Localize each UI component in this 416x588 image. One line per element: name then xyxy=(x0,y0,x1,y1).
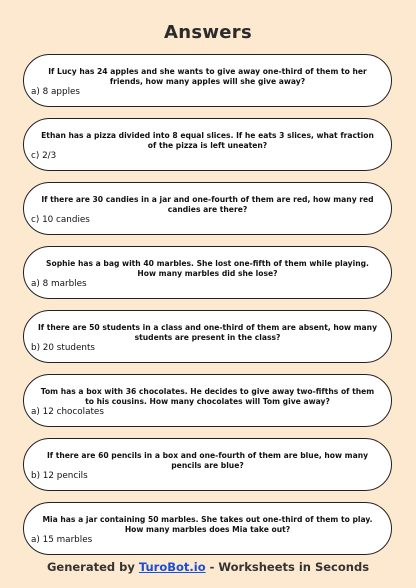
answer-card xyxy=(23,118,392,171)
answer-list xyxy=(23,54,392,566)
footer-suffix: - Worksheets in Seconds xyxy=(205,560,370,574)
page-title: Answers xyxy=(164,22,252,43)
question-text: If Lucy has 24 apples and she wants to give away one-third of them to her friends, how many apples will she give away? xyxy=(48,67,367,86)
question-text: Sophie has a bag with 40 marbles. She lost one-fifth of them while playing. How many marbles did she lose? xyxy=(46,259,369,278)
answer-card xyxy=(23,502,392,555)
answer-card xyxy=(23,374,392,427)
question-text: If there are 50 students in a class and one-third of them are absent, how many students are present in the class? xyxy=(37,323,378,342)
answer-text: a) 8 marbles xyxy=(31,279,87,289)
answer-text: c) 2/3 xyxy=(31,151,57,161)
answer-text: a) 8 apples xyxy=(31,87,81,97)
answer-text: a) 12 chocolates xyxy=(31,407,104,417)
footer xyxy=(0,560,416,574)
answer-card xyxy=(23,54,392,107)
turobot-link[interactable]: TuroBot.io xyxy=(138,560,206,574)
answer-text: b) 12 pencils xyxy=(31,471,88,481)
question-text: Mia has a jar containing 50 marbles. She takes out one-third of them to play. How many marbles does Mia take out? xyxy=(42,515,373,534)
answer-card xyxy=(23,438,392,491)
answer-card xyxy=(23,246,392,299)
footer-prefix: Generated by xyxy=(46,560,139,574)
answer-card xyxy=(23,310,392,363)
question-text: Tom has a box with 36 chocolates. He decides to give away two-fifths of them to his cousins. How many chocolates will Tom give away? xyxy=(40,387,375,406)
question-text: If there are 30 candies in a jar and one-fourth of them are red, how many red candies are there? xyxy=(41,195,374,214)
question-text: If there are 60 pencils in a box and one-fourth of them are blue, how many pencils are blue? xyxy=(46,451,369,470)
answer-text: b) 20 students xyxy=(31,343,96,353)
question-text: Ethan has a pizza divided into 8 equal slices. If he eats 3 slices, what fraction of the pizza is left uneaten? xyxy=(41,131,374,150)
answer-text: a) 15 marbles xyxy=(31,535,93,545)
answer-card xyxy=(23,182,392,235)
answer-text: c) 10 candies xyxy=(31,215,90,225)
